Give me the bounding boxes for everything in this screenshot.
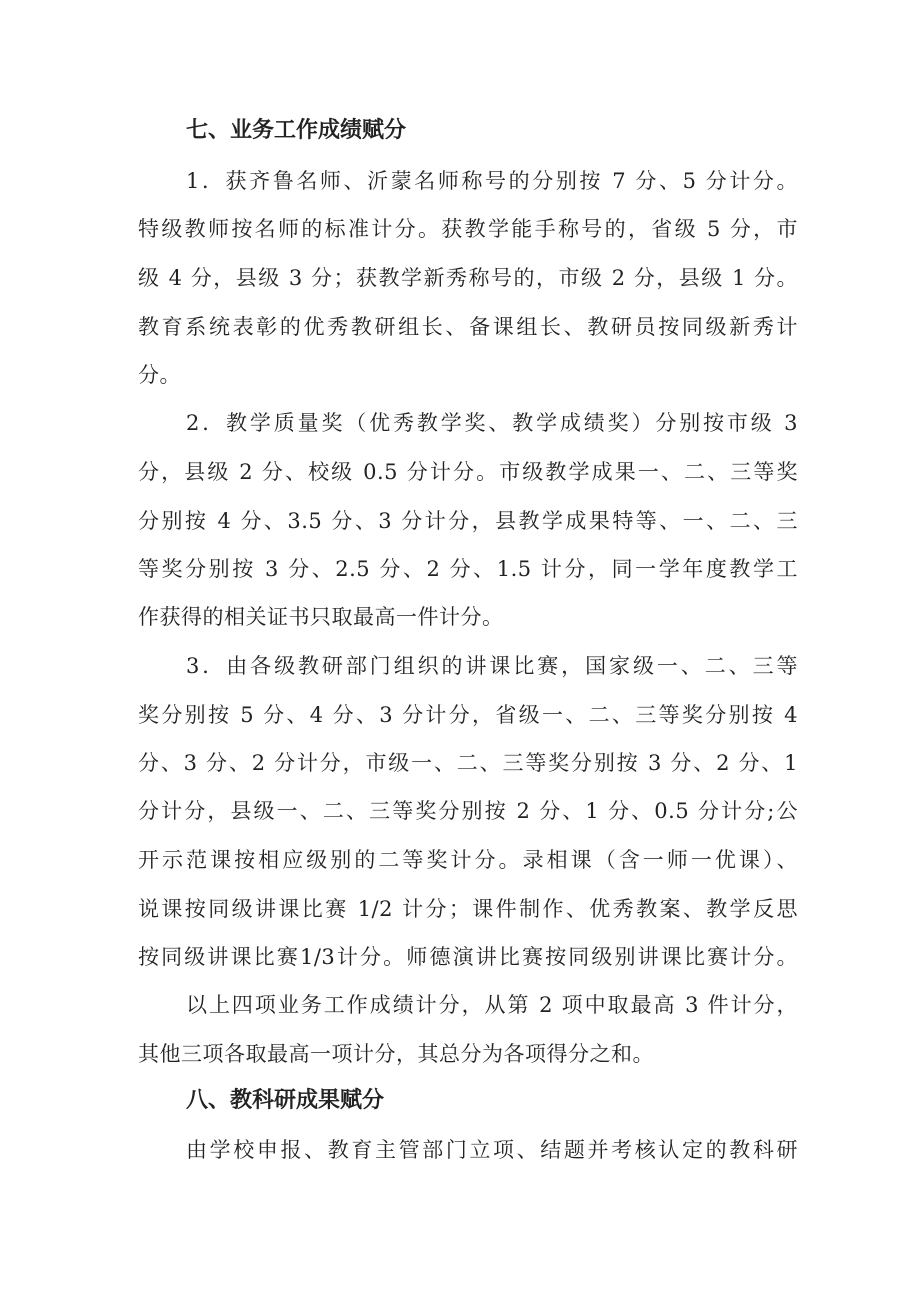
paragraph-line: 级 4 分，县级 3 分；获教学新秀称号的，市级 2 分，县级 1 分。	[138, 266, 798, 290]
paragraph-line: 1．获齐鲁名师、沂蒙名师称号的分别按 7 分、5 分计分。	[186, 169, 798, 193]
paragraph-line: 奖分别按 5 分、4 分、3 分计分，省级一、二、三等奖分别按 4	[138, 703, 798, 727]
paragraph-line: 分、3 分、2 分计分，市级一、二、三等奖分别按 3 分、2 分、1	[138, 751, 798, 775]
section-seven-heading: 七、业务工作成绩赋分	[186, 118, 407, 143]
paragraph-line: 等奖分别按 3 分、2.5 分、2 分、1.5 计分，同一学年度教学工	[138, 557, 798, 581]
paragraph-line: 分别按 4 分、3.5 分、3 分计分，县教学成果特等、一、二、三	[138, 509, 798, 533]
paragraph-line: 以上四项业务工作成绩计分，从第 2 项中取最高 3 件计分，	[186, 993, 798, 1017]
paragraph-line: 作获得的相关证书只取最高一件计分。	[138, 605, 504, 629]
paragraph-line: 开示范课按相应级别的二等奖计分。录相课（含一师一优课）、	[138, 848, 798, 872]
paragraph-line: 2．教学质量奖（优秀教学奖、教学成绩奖）分别按市级 3	[186, 411, 798, 435]
paragraph-line: 教育系统表彰的优秀教研组长、备课组长、教研员按同级新秀计	[138, 315, 798, 339]
paragraph-line: 说课按同级讲课比赛 1/2 计分；课件制作、优秀教案、教学反思	[138, 897, 798, 921]
paragraph-line: 其他三项各取最高一项计分，其总分为各项得分之和。	[138, 1042, 654, 1066]
paragraph-line: 由学校申报、教育主管部门立项、结题并考核认定的教科研	[186, 1138, 798, 1162]
paragraph-line: 3．由各级教研部门组织的讲课比赛，国家级一、二、三等	[186, 654, 798, 678]
paragraph-line: 分，县级 2 分、校级 0.5 分计分。市级教学成果一、二、三等奖	[138, 460, 798, 484]
paragraph-line: 分。	[138, 363, 181, 387]
paragraph-line: 按同级讲课比赛1/3计分。师德演讲比赛按同级别讲课比赛计分。	[138, 945, 798, 969]
paragraph-line: 特级教师按名师的标准计分。获教学能手称号的，省级 5 分，市	[138, 217, 798, 241]
paragraph-line: 分计分，县级一、二、三等奖分别按 2 分、1 分、0.5 分计分;公	[138, 799, 798, 823]
section-eight-heading: 八、教科研成果赋分	[186, 1088, 385, 1113]
